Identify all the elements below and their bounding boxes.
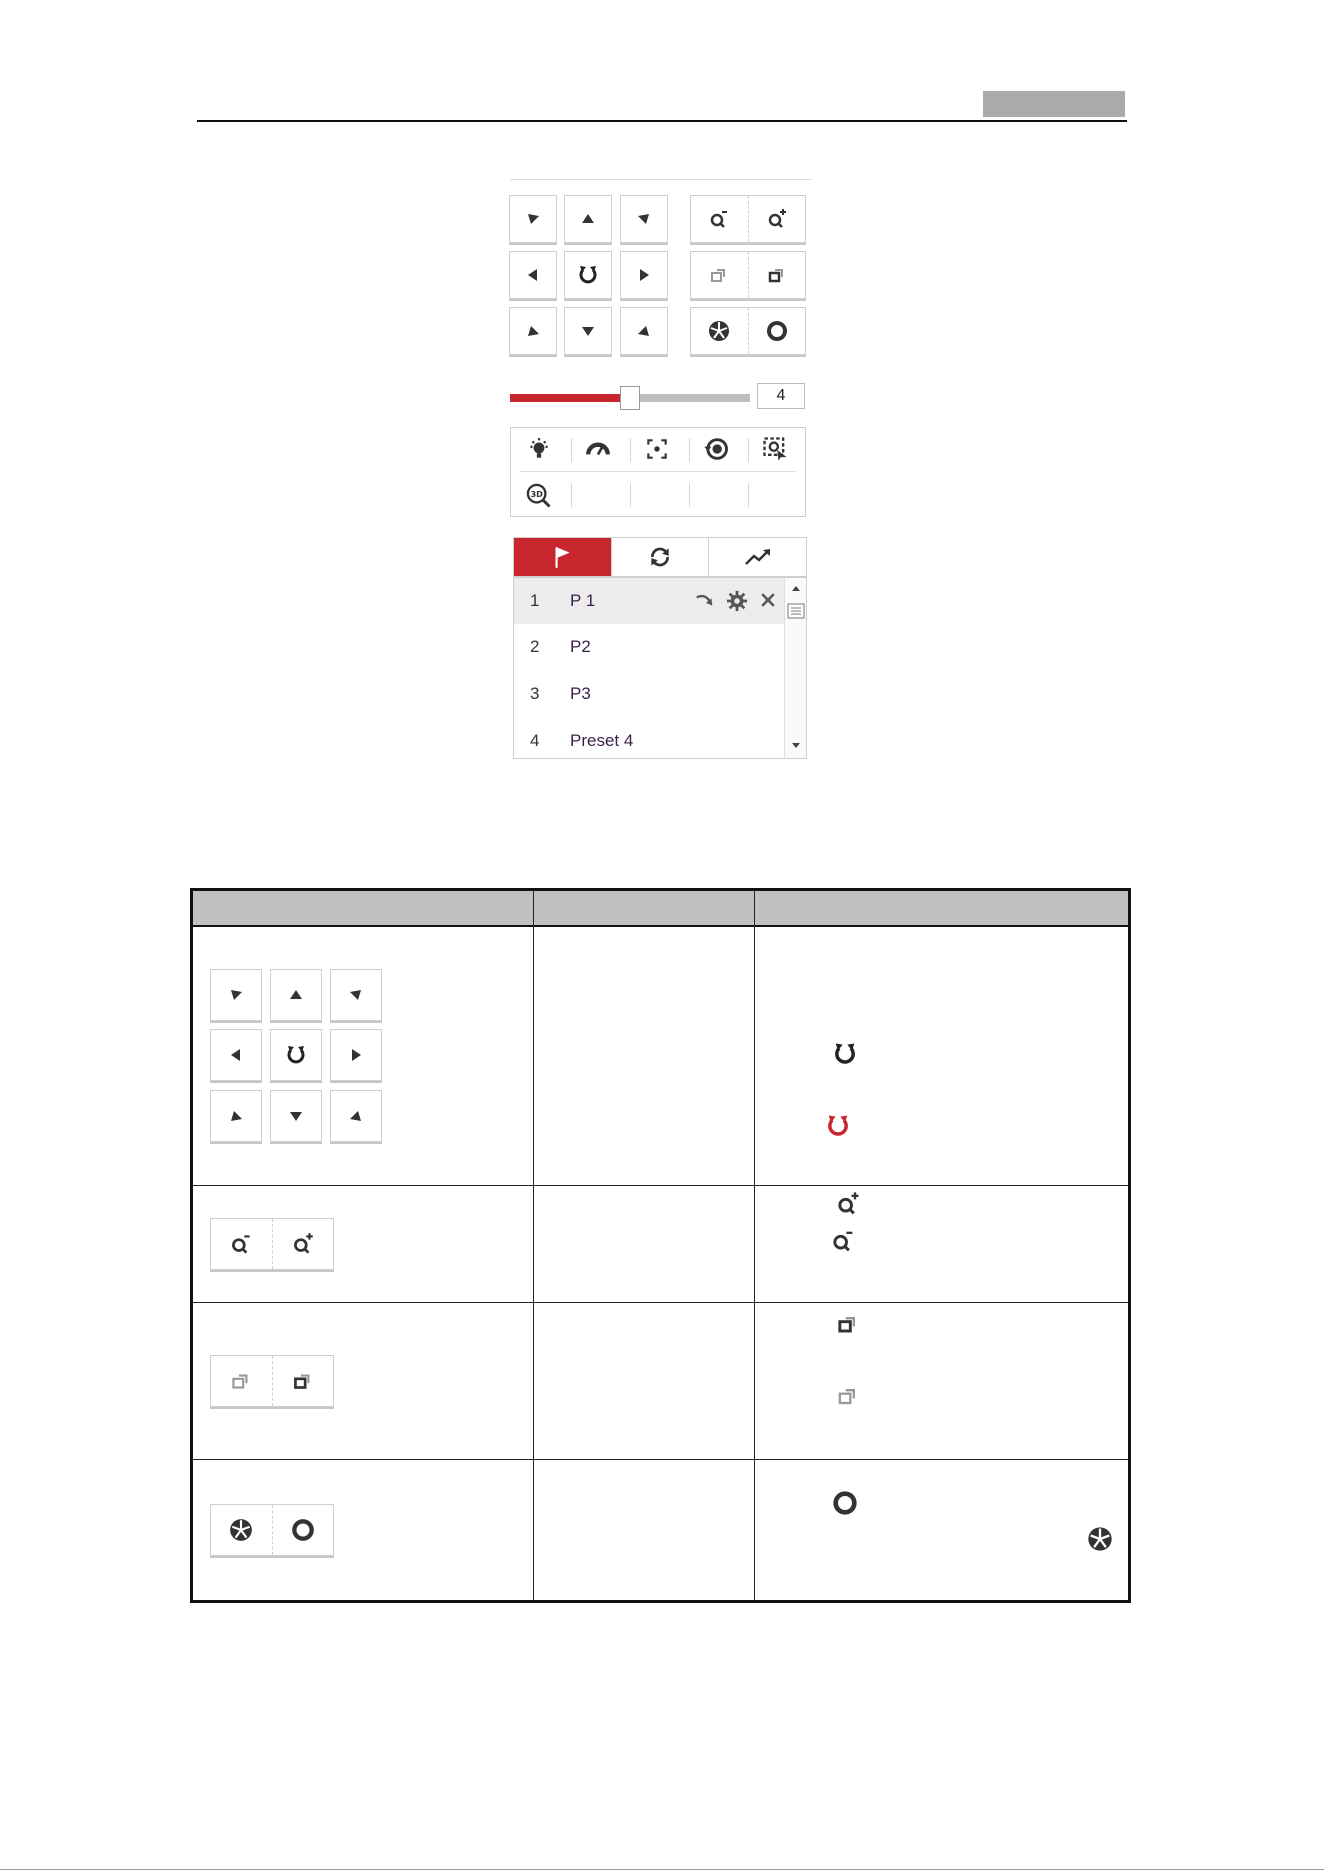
panel-top-divider <box>510 179 812 180</box>
pattern-icon <box>744 546 772 568</box>
aux-separator <box>630 483 631 507</box>
zoom-in-button[interactable] <box>749 196 806 242</box>
arrow-right-icon <box>632 263 656 287</box>
auto-pan-button[interactable] <box>564 251 612 299</box>
preset-name: P2 <box>570 637 591 656</box>
iris-close-button[interactable] <box>691 308 749 354</box>
zoom-control <box>690 195 806 243</box>
focus-near-icon <box>228 1368 254 1394</box>
arrow-down-right-icon <box>632 319 656 343</box>
patrol-icon <box>647 544 673 570</box>
arrow-up-left-icon <box>521 207 545 231</box>
preset-list <box>513 577 807 759</box>
focus-near-icon <box>707 263 731 287</box>
speed-value-field[interactable]: 4 <box>757 383 805 409</box>
3d-zoom-icon <box>525 482 553 510</box>
auto-rotate-active-icon <box>823 1111 853 1141</box>
arrow-up-right-icon <box>632 207 656 231</box>
arrow-right-icon <box>344 1043 368 1067</box>
speed-slider-fill <box>510 394 630 402</box>
preset-name: P3 <box>570 684 591 703</box>
table-arrow-down-left-button <box>210 1090 262 1142</box>
aux-separator <box>571 483 572 507</box>
preset-row[interactable] <box>514 718 784 759</box>
footer-rule <box>0 1869 1324 1870</box>
one-touch-focus-icon <box>644 436 670 462</box>
light-icon <box>526 436 552 462</box>
tab-preset[interactable] <box>514 538 612 576</box>
preset-scrollbar[interactable] <box>784 578 806 758</box>
svg-text:3D: 3D <box>530 489 543 500</box>
row-divider <box>193 1459 1128 1460</box>
button-description-table <box>190 888 1131 1603</box>
close-icon[interactable] <box>758 590 778 610</box>
pan-up-right-button[interactable] <box>620 195 668 243</box>
iris-close-icon <box>707 319 731 343</box>
aux-separator <box>689 438 690 462</box>
preset-number: 3 <box>530 684 540 703</box>
table-arrow-up-button <box>270 969 322 1021</box>
pan-left-button[interactable] <box>509 251 557 299</box>
zoom-in-icon <box>290 1231 316 1257</box>
header-rule <box>197 120 1127 122</box>
focus-far-icon <box>290 1368 316 1394</box>
row-divider <box>193 1185 1128 1186</box>
aux-separator <box>630 438 631 462</box>
3d-zoom-button[interactable] <box>524 481 554 511</box>
auto-rotate-icon <box>576 263 600 287</box>
table-arrow-up-left-button <box>210 969 262 1021</box>
table-arrow-up-right-button <box>330 969 382 1021</box>
arrow-up-left-icon <box>224 983 248 1007</box>
table-zoom-pair <box>210 1218 334 1270</box>
arrow-down-icon <box>284 1104 308 1128</box>
focus-near-button[interactable] <box>691 252 749 298</box>
focus-far-icon <box>833 1309 863 1339</box>
tab-patrol[interactable] <box>612 538 710 576</box>
lens-init-icon <box>702 435 730 463</box>
one-touch-focus-button[interactable] <box>642 434 672 464</box>
table-iris-open <box>273 1505 334 1555</box>
aux-separator <box>689 483 690 507</box>
preset-row[interactable] <box>514 578 784 624</box>
preset-number: 2 <box>530 637 540 656</box>
table-iris-close <box>211 1505 273 1555</box>
iris-close-icon <box>1085 1524 1115 1554</box>
column-divider <box>754 891 755 1600</box>
tilt-down-button[interactable] <box>564 307 612 355</box>
iris-open-button[interactable] <box>749 308 806 354</box>
zoom-in-icon <box>765 207 789 231</box>
header-tab-block <box>983 91 1125 117</box>
zoom-out-button[interactable] <box>691 196 749 242</box>
manual-tracking-icon <box>761 435 789 463</box>
pan-down-left-button[interactable] <box>509 307 557 355</box>
preset-row[interactable] <box>514 671 784 717</box>
pan-right-button[interactable] <box>620 251 668 299</box>
wiper-icon <box>585 436 611 462</box>
iris-open-icon <box>765 319 789 343</box>
table-zoom-in <box>273 1219 334 1269</box>
zoom-out-icon <box>707 207 731 231</box>
arrow-left-icon <box>224 1043 248 1067</box>
arrow-left-icon <box>521 263 545 287</box>
table-focus-pair <box>210 1355 334 1407</box>
focus-near-icon <box>833 1381 863 1411</box>
focus-control <box>690 251 806 299</box>
ptz-tab-bar <box>513 537 807 577</box>
focus-far-button[interactable] <box>749 252 806 298</box>
auto-rotate-icon <box>830 1039 860 1069</box>
table-arrow-right-button <box>330 1029 382 1081</box>
pan-up-left-button[interactable] <box>509 195 557 243</box>
wiper-button[interactable] <box>583 434 613 464</box>
iris-control <box>690 307 806 355</box>
row-divider <box>193 1302 1128 1303</box>
arrow-up-right-icon <box>344 983 368 1007</box>
speed-slider-thumb[interactable] <box>620 386 640 410</box>
zoom-out-icon <box>828 1226 858 1256</box>
arrow-up-icon <box>576 207 600 231</box>
zoom-in-icon <box>833 1189 863 1219</box>
preset-row[interactable] <box>514 624 784 670</box>
aux-divider <box>520 471 796 472</box>
preset-row-actions <box>694 590 778 612</box>
arrow-down-icon <box>576 319 600 343</box>
focus-far-icon <box>765 263 789 287</box>
tab-pattern[interactable] <box>709 538 806 576</box>
arrow-up-icon <box>284 983 308 1007</box>
auto-rotate-icon <box>284 1043 308 1067</box>
pan-down-right-button[interactable] <box>620 307 668 355</box>
lens-init-button[interactable] <box>701 434 731 464</box>
arrow-down-left-icon <box>224 1104 248 1128</box>
arrow-down-left-icon <box>521 319 545 343</box>
aux-separator <box>748 438 749 462</box>
call-preset-icon[interactable] <box>694 590 716 612</box>
iris-open-icon <box>830 1488 860 1518</box>
table-arrow-down-button <box>270 1090 322 1142</box>
tilt-up-button[interactable] <box>564 195 612 243</box>
scrollbar-arrows <box>785 578 807 758</box>
preset-name: P 1 <box>570 591 596 610</box>
arrow-down-right-icon <box>344 1104 368 1128</box>
gear-icon[interactable] <box>726 590 748 612</box>
table-focus-far <box>273 1356 334 1406</box>
iris-close-icon <box>228 1517 254 1543</box>
column-divider <box>533 891 534 1600</box>
table-arrow-left-button <box>210 1029 262 1081</box>
aux-separator <box>748 483 749 507</box>
flag-icon <box>549 544 575 570</box>
preset-number: 1 <box>530 591 540 610</box>
table-iris-pair <box>210 1504 334 1556</box>
preset-number: 4 <box>530 731 540 750</box>
preset-name: Preset 4 <box>570 731 634 750</box>
light-button[interactable] <box>524 434 554 464</box>
table-auto-pan-button <box>270 1029 322 1081</box>
table-arrow-down-right-button <box>330 1090 382 1142</box>
iris-open-icon <box>290 1517 316 1543</box>
table-header-row <box>193 891 1128 927</box>
aux-separator <box>571 438 572 462</box>
table-focus-near <box>211 1356 273 1406</box>
manual-tracking-button[interactable] <box>760 434 790 464</box>
zoom-out-icon <box>228 1231 254 1257</box>
table-zoom-out <box>211 1219 273 1269</box>
